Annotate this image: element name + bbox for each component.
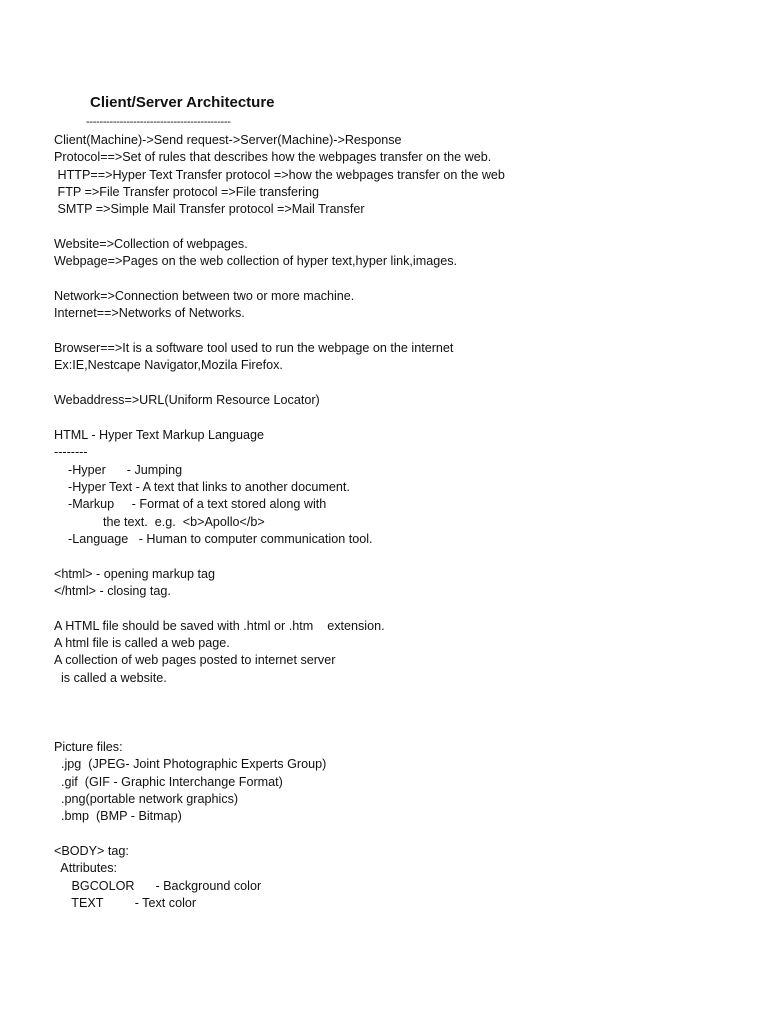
text-line: FTP =>File Transfer protocol =>File transfering <box>54 185 320 200</box>
text-line <box>54 704 744 721</box>
text-line: A collection of web pages posted to internet server <box>54 653 336 668</box>
text-line: <html> - opening markup tag <box>54 566 216 581</box>
text-line <box>54 219 744 236</box>
text-line: Protocol==>Set of rules that describes how the webpages transfer on the web. <box>54 150 492 165</box>
text-line: Ex:IE,Nestcape Navigator,Mozila Firefox. <box>54 358 283 373</box>
text-line: Attributes: <box>54 861 117 876</box>
text-line <box>54 271 744 288</box>
text-line: .gif (GIF - Graphic Interchange Format) <box>54 774 283 789</box>
title-underline: ------------------------------------------- <box>86 116 231 128</box>
text-line <box>54 722 744 739</box>
text-line: HTTP==>Hyper Text Transfer protocol =>how the webpages transfer on the web <box>54 167 505 182</box>
text-line: .png(portable network graphics) <box>54 792 239 807</box>
text-line: .jpg (JPEG- Joint Photographic Experts Group) <box>54 757 327 772</box>
text-line: -Markup - Format of a text stored along with <box>54 497 327 512</box>
text-line: A HTML file should be saved with .html or .htm extension. <box>54 618 385 633</box>
text-line: -Language - Human to computer communication tool. <box>54 531 373 546</box>
text-line: Picture files: <box>54 740 123 755</box>
text-line <box>54 548 744 565</box>
text-line: Internet==>Networks of Networks. <box>54 306 245 321</box>
text-line: -Hyper - Jumping <box>54 462 183 477</box>
text-line <box>54 826 744 843</box>
text-line: Webpage=>Pages on the web collection of hyper text,hyper link,images. <box>54 254 458 269</box>
text-line <box>54 410 744 427</box>
text-line: Webaddress=>URL(Uniform Resource Locator) <box>54 393 320 408</box>
text-line: Network=>Connection between two or more machine. <box>54 289 355 304</box>
text-line: SMTP =>Simple Mail Transfer protocol =>Mail Transfer <box>54 202 365 217</box>
text-line: BGCOLOR - Background color <box>54 878 262 893</box>
text-line: TEXT - Text color <box>54 896 197 911</box>
text-line: <BODY> tag: <box>54 844 129 859</box>
text-line: HTML - Hyper Text Markup Language <box>54 427 264 442</box>
text-line: </html> - closing tag. <box>54 583 171 598</box>
page-title: Client/Server Architecture <box>90 94 275 111</box>
text-line: .bmp (BMP - Bitmap) <box>54 809 182 824</box>
text-line: Website=>Collection of webpages. <box>54 237 248 252</box>
text-line: Client(Machine)->Send request->Server(Machine)->Response <box>54 133 402 147</box>
text-line: is called a website. <box>54 670 167 685</box>
text-line <box>54 323 744 340</box>
text-line: the text. e.g. <b>Apollo</b> <box>54 514 265 529</box>
text-line: A html file is called a web page. <box>54 635 230 650</box>
document-body <box>54 132 744 912</box>
text-line: -Hyper Text - A text that links to another document. <box>54 479 350 494</box>
text-line <box>54 600 744 617</box>
text-line <box>54 375 744 392</box>
text-line: -------- <box>54 445 88 460</box>
text-line: Browser==>It is a software tool used to run the webpage on the internet <box>54 341 454 356</box>
text-line <box>54 687 744 704</box>
